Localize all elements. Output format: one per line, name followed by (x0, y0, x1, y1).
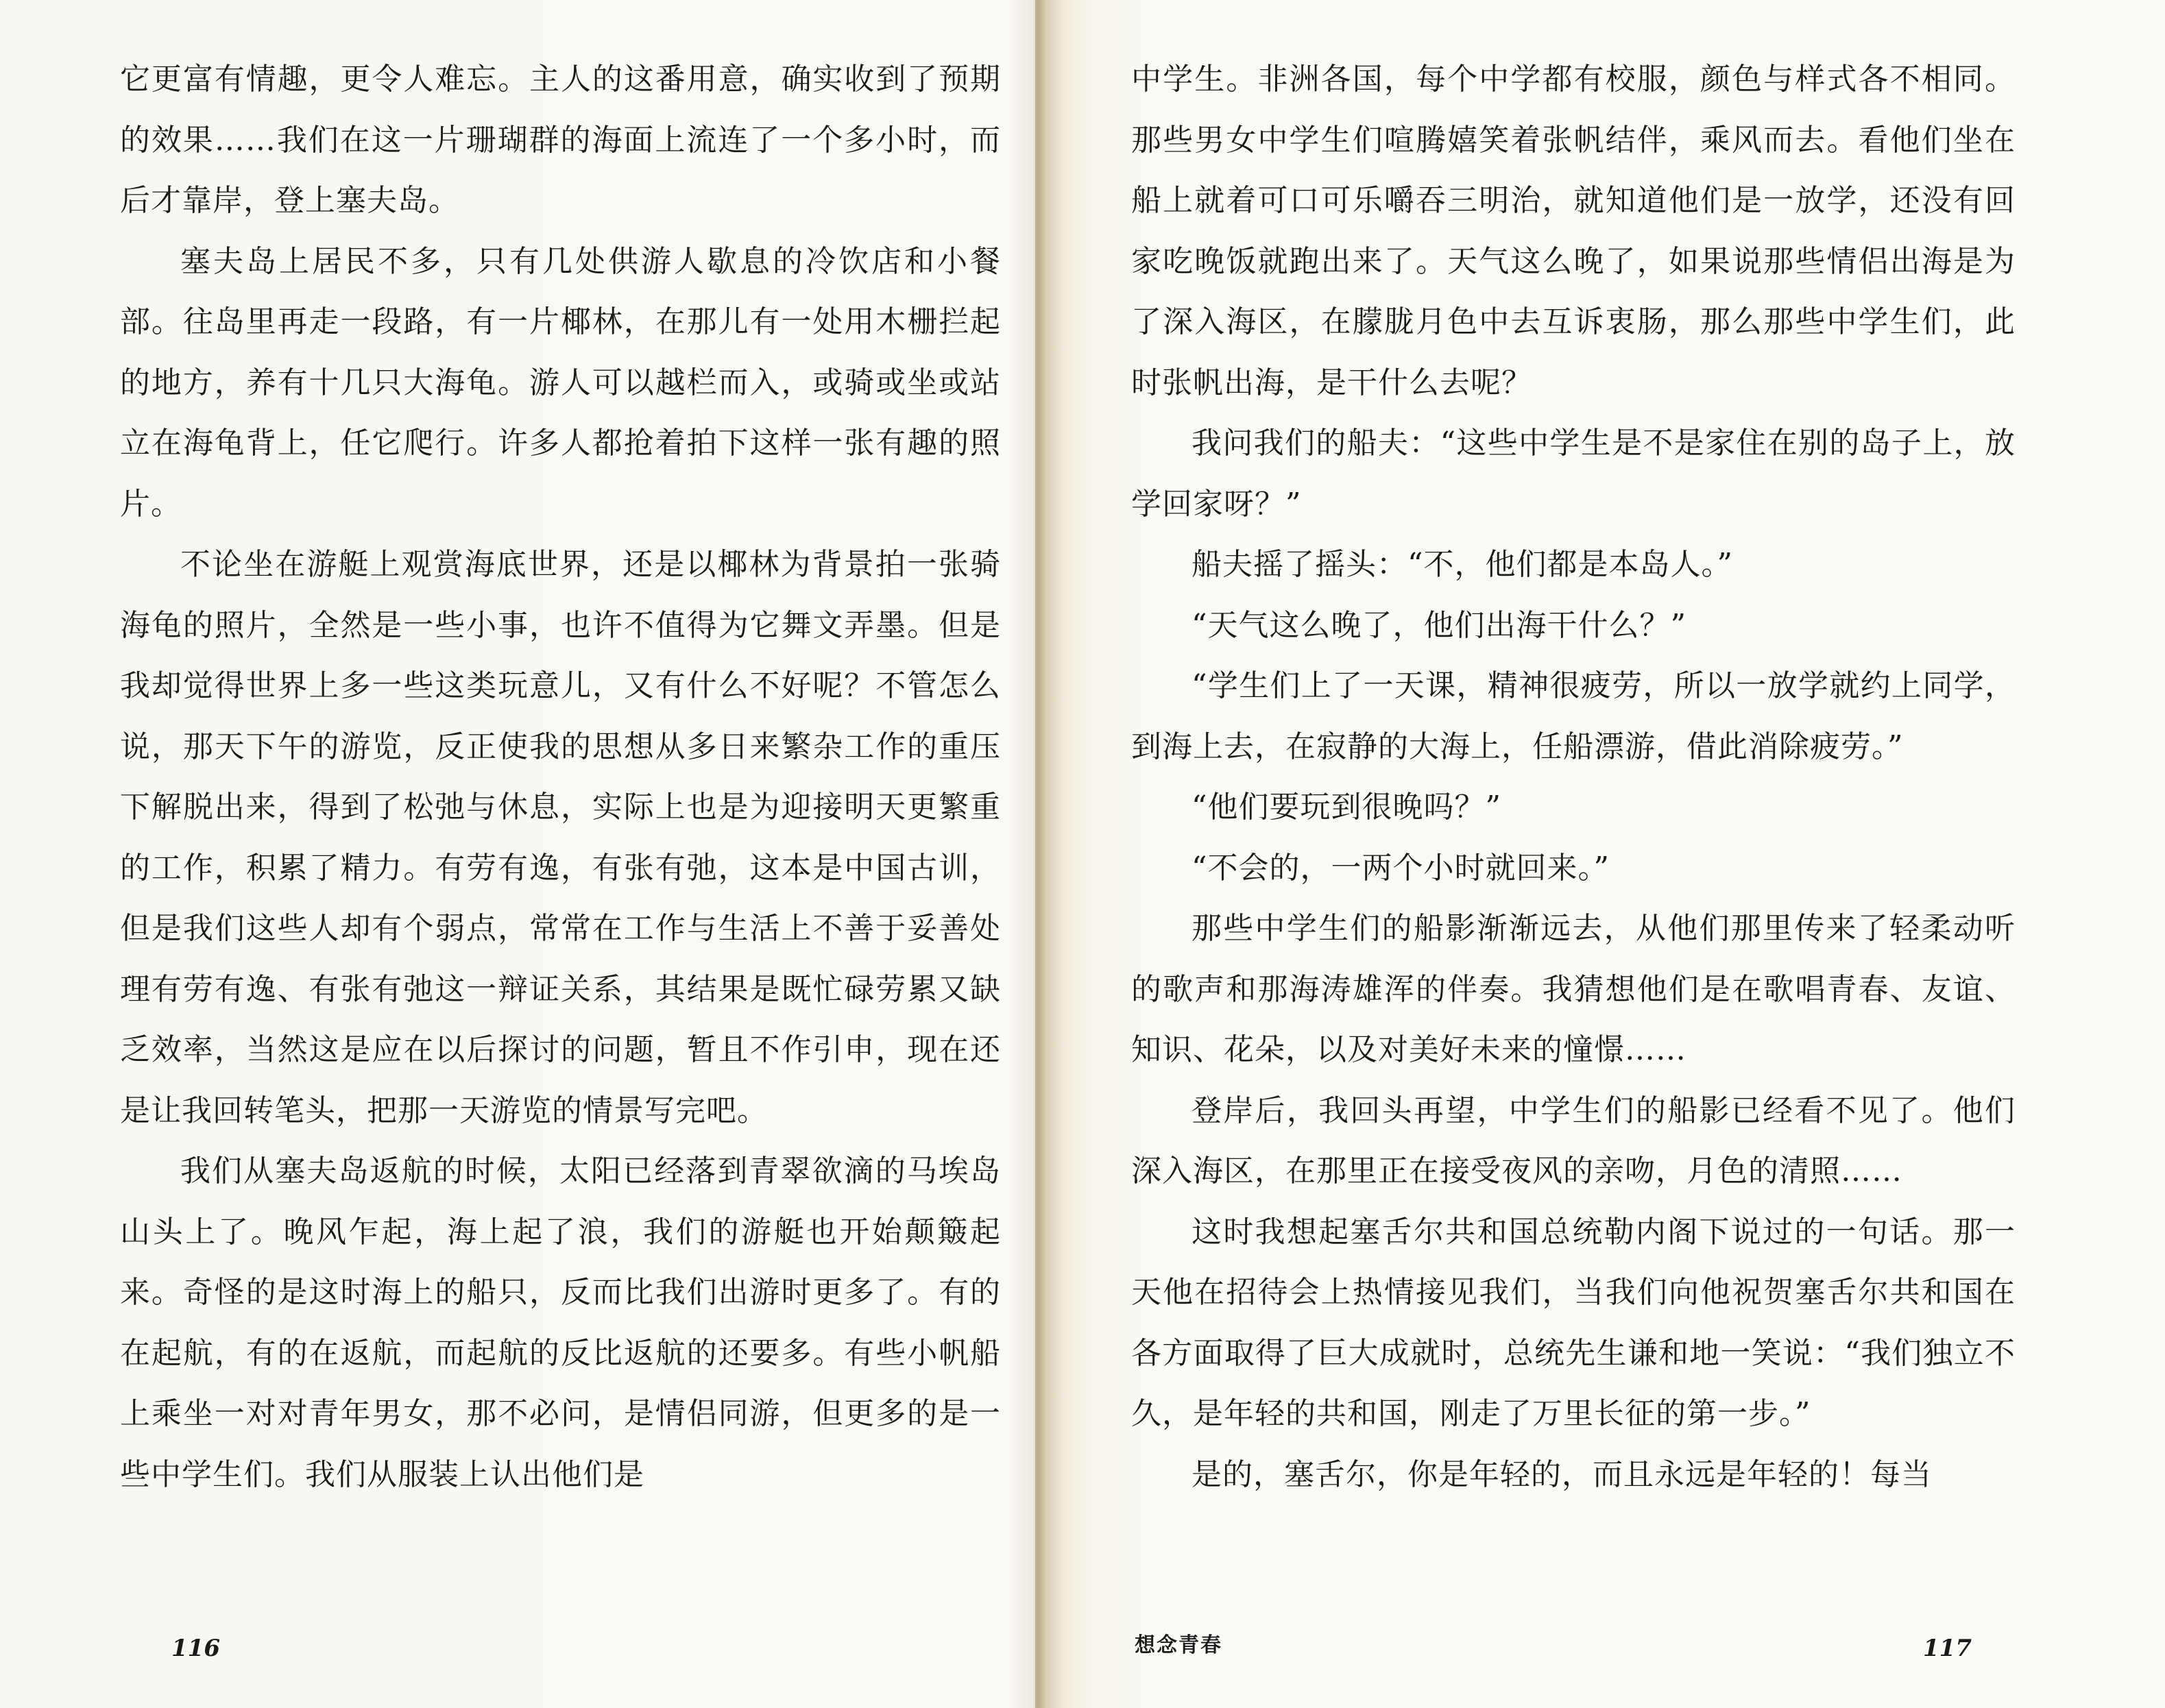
paragraph: 船夫摇了摇头：“不，他们都是本岛人。” (1192, 547, 1733, 582)
paragraph: 中学生。非洲各国，每个中学都有校服，颜色与样式各不相同。那些男女中学生们喧腾嬉笑着张帆结伴，乘风而去。看他们坐在船上就着可口可乐嚼吞三明治，就知道他们是一放学，还没有回家吃晚饭就跑出来了。天气这么晚了，如果说那些情侣出海是为了深入海区，在朦胧月色中去互诉衷肠，那么那些中学生们，此时张帆出海，是干什么去呢？ (1131, 62, 2016, 400)
paragraph: 我问我们的船夫：“这些中学生是不是家住在别的岛子上，放学回家呀？” (1131, 426, 2016, 522)
paragraph: 这时我想起塞舌尔共和国总统勒内阁下说过的一句话。那一天他在招待会上热情接见我们，当我们向他祝贺塞舌尔共和国在各方面取得了巨大成就时，总统先生谦和地一笑说：“我们独立不久，是年轻的共和国，刚走了万里长征的第一步。” (1131, 1214, 2016, 1431)
paragraph: 登岸后，我回头再望，中学生们的船影已经看不见了。他们深入海区，在那里正在接受夜风的亲吻，月色的清照…… (1131, 1093, 2016, 1188)
left-page-body (120, 49, 1001, 1505)
left-page (0, 0, 1035, 1708)
paragraph: 塞夫岛上居民不多，只有几处供游人歇息的冷饮店和小餐部。往岛里再走一段路，有一片椰林，在那儿有一处用木栅拦起的地方，养有十几只大海龟。游人可以越栏而入，或骑或坐或站立在海龟背上，任它爬行。许多人都抢着拍下这样一张有趣的照片。 (120, 243, 1001, 522)
right-page (1035, 0, 2165, 1708)
paragraph: 不论坐在游艇上观赏海底世界，还是以椰林为背景拍一张骑海龟的照片，全然是一些小事，也许不值得为它舞文弄墨。但是我却觉得世界上多一些这类玩意儿，又有什么不好呢？不管怎么说，那天下午的游览，反正使我的思想从多日来繁杂工作的重压下解脱出来，得到了松弛与休息，实际上也是为迎接明天更繁重的工作，积累了精力。有劳有逸，有张有弛，这本是中国古训，但是我们这些人却有个弱点，常常在工作与生活上不善于妥善处理有劳有逸、有张有弛这一辩证关系，其结果是既忙碌劳累又缺乏效率，当然这是应在以后探讨的问题，暂且不作引申，现在还是让我回转笔头，把那一天游览的情景写完吧。 (120, 547, 1001, 1128)
right-page-body (1131, 49, 2016, 1505)
paragraph: “不会的，一两个小时就回来。” (1192, 850, 1610, 886)
page-number: 117 (1923, 1635, 1972, 1662)
paragraph: “天气这么晚了，他们出海干什么？” (1192, 607, 1686, 643)
running-title: 想念青春 (1135, 1633, 1222, 1657)
paragraph: “学生们上了一天课，精神很疲劳，所以一放学就约上同学，到海上去，在寂静的大海上，任船漂游，借此消除疲劳。” (1131, 668, 2016, 764)
paragraph: 那些中学生们的船影渐渐远去，从他们那里传来了轻柔动听的歌声和那海涛雄浑的伴奏。我猜想他们是在歌唱青春、友谊、知识、花朵，以及对美好未来的憧憬…… (1131, 911, 2016, 1067)
paragraph: 它更富有情趣，更令人难忘。主人的这番用意，确实收到了预期的效果……我们在这一片珊瑚群的海面上流连了一个多小时，而后才靠岸，登上塞夫岛。 (120, 62, 1001, 218)
book-gutter (1008, 0, 1063, 1708)
paragraph: 我们从塞夫岛返航的时候，太阳已经落到青翠欲滴的马埃岛山头上了。晚风乍起，海上起了浪，我们的游艇也开始颠簸起来。奇怪的是这时海上的船只，反而比我们出游时更多了。有的在起航，有的在返航，而起航的反比返航的还要多。有些小帆船上乘坐一对对青年男女，那不必问，是情侣同游，但更多的是一些中学生们。我们从服装上认出他们是 (120, 1154, 1001, 1492)
page-number: 116 (171, 1635, 220, 1662)
paragraph: 是的，塞舌尔，你是年轻的，而且永远是年轻的！每当 (1192, 1456, 1932, 1492)
paragraph: “他们要玩到很晚吗？” (1192, 790, 1501, 825)
